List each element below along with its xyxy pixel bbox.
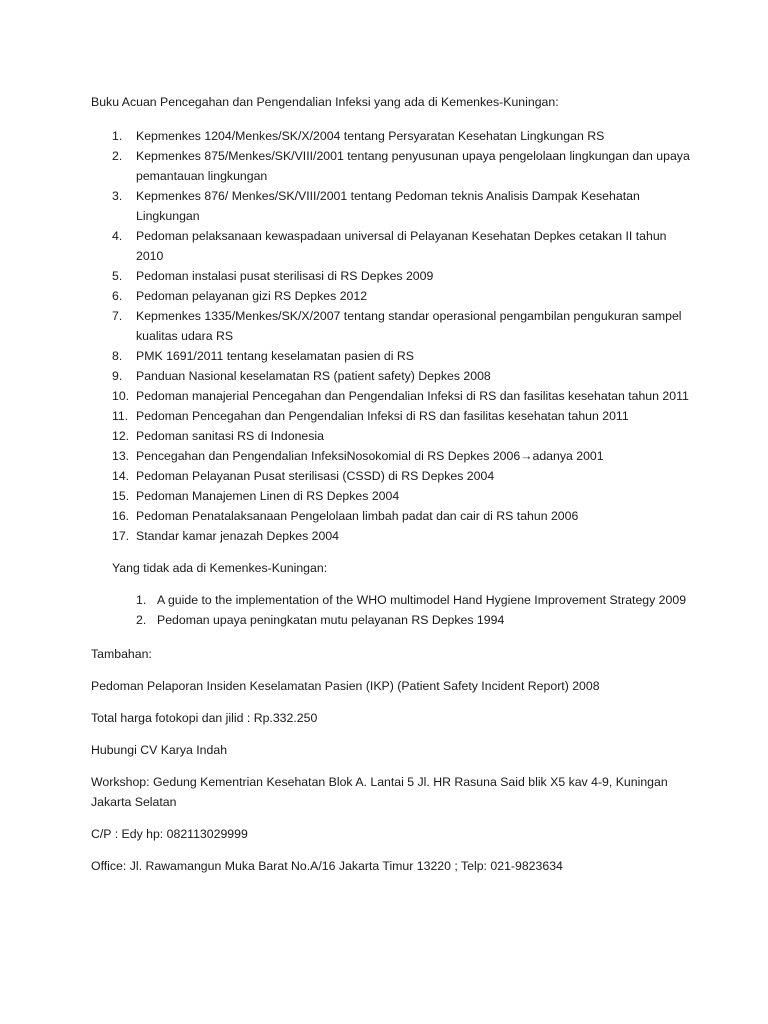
list-item-text: Standar kamar jenazah Depkes 2004 [136,529,340,543]
contact-person: C/P : Edy hp: 082113029999 [91,827,248,841]
list-item-text: Pedoman Penatalaksanaan Pengelolaan limbah padat dan cair di RS tahun 2006 [136,509,579,523]
list-item-number: 2. [136,613,147,627]
list-item-number: 1. [136,593,147,607]
tambahan-text: Pedoman Pelaporan Insiden Keselamatan Pasien (IKP) (Patient Safety Incident Report) 2008 [91,679,600,693]
list-item-number: 17. [112,529,130,543]
list-item-number: 10. [112,389,130,403]
list-item-text: Pedoman manajerial Pencegahan dan Pengendalian Infeksi di RS dan fasilitas kesehatan tahun 2011 [136,389,689,403]
list-item-text: Pedoman upaya peningkatan mutu pelayanan RS Depkes 1994 [157,613,505,627]
list-item-number: 3. [112,189,123,203]
tambahan-label: Tambahan: [91,647,152,661]
list-item [91,146,691,186]
list-item [91,366,691,386]
list-item [91,306,691,346]
list-item-number: 11. [112,409,129,423]
list-item-text: Pedoman pelaksanaan kewaspadaan universal di Pelayanan Kesehatan Depkes cetakan II tahun 2010 [136,229,667,263]
list-item-number: 4. [112,229,123,243]
list-item [91,426,691,446]
list-item-text: Pedoman Pencegahan dan Pengendalian Infeksi di RS dan fasilitas kesehatan tahun 2011 [136,409,629,423]
list-item-text: Kepmenkes 1204/Menkes/SK/X/2004 tentang Persyaratan Kesehatan Lingkungan RS [136,129,605,143]
list-item-number: 15. [112,489,130,503]
total-price: Total harga fotokopi dan jilid : Rp.332.250 [91,711,318,725]
workshop-address: Workshop: Gedung Kementrian Kesehatan Blok A. Lantai 5 Jl. HR Rasuna Said blik X5 kav 4-9, Kuningan Jakarta Selatan [91,775,668,809]
list-item-number: 9. [112,369,123,383]
document-content [91,92,691,876]
office-address: Office: Jl. Rawamangun Muka Barat No.A/16 Jakarta Timur 13220 ; Telp: 021-9823634 [91,859,563,873]
list-item-number: 2. [112,149,123,163]
unavailable-books-list [91,590,691,630]
list-item [91,226,691,266]
list-item-number: 16. [112,509,130,523]
list-item [91,286,691,306]
list-item [91,610,691,630]
list-item-text: Pedoman pelayanan gizi RS Depkes 2012 [136,289,368,303]
list-item [91,486,691,506]
list-item [91,266,691,286]
list-item [91,126,691,146]
list-item [91,526,691,546]
list-item [91,466,691,486]
list-item-number: 13. [112,449,130,463]
list-item-number: 7. [112,309,123,323]
list-item-number: 6. [112,289,123,303]
list-item-number: 1. [112,129,123,143]
list-item-text: Kepmenkes 875/Menkes/SK/VIII/2001 tentang penyusunan upaya pengelolaan lingkungan dan upaya pemantauan lingkungan [136,149,690,183]
intro-text: Buku Acuan Pencegahan dan Pengendalian Infeksi yang ada di Kemenkes-Kuningan: [91,95,559,109]
list-item [91,406,691,426]
list-item [91,590,691,610]
list-item-text: Pedoman sanitasi RS di Indonesia [136,429,324,443]
list-item [91,446,691,466]
list-item-text: Pedoman Manajemen Linen di RS Depkes 2004 [136,489,400,503]
list-item-number: 8. [112,349,123,363]
list-item-text: PMK 1691/2011 tentang keselamatan pasien di RS [136,349,415,363]
list-item-number: 14. [112,469,130,483]
list-item-text: Panduan Nasional keselamatan RS (patient safety) Depkes 2008 [136,369,491,383]
list-item-number: 5. [112,269,123,283]
list-item-text: Kepmenkes 876/ Menkes/SK/VIII/2001 tentang Pedoman teknis Analisis Dampak Kesehatan Lingkungan [136,189,640,223]
available-books-list [91,126,691,546]
list-item-text: Pencegahan dan Pengendalian InfeksiNosokomial di RS Depkes 2006→adanya 2001 [136,449,604,463]
list-item [91,346,691,366]
list-item-number: 12. [112,429,130,443]
list-item-text: Pedoman Pelayanan Pusat sterilisasi (CSSD) di RS Depkes 2004 [136,469,495,483]
list-item [91,186,691,226]
contact-company: Hubungi CV Karya Indah [91,743,228,757]
list-item [91,506,691,526]
unavailable-heading: Yang tidak ada di Kemenkes-Kuningan: [112,561,328,575]
list-item-text: A guide to the implementation of the WHO multimodel Hand Hygiene Improvement Strategy 2009 [157,593,687,607]
list-item-text: Kepmenkes 1335/Menkes/SK/X/2007 tentang standar operasional pengambilan pengukuran sampel kualitas udara RS [136,309,682,343]
list-item [91,386,691,406]
list-item-text: Pedoman instalasi pusat sterilisasi di RS Depkes 2009 [136,269,434,283]
